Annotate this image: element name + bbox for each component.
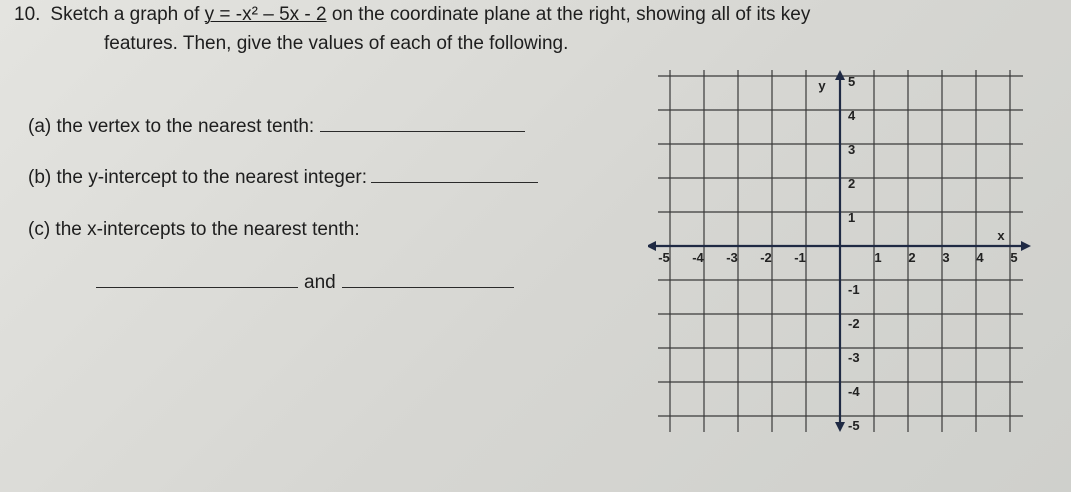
x-tick-label: -3	[726, 250, 738, 265]
part-c-prompt: (c) the x-intercepts to the nearest tenth:	[28, 219, 360, 240]
part-b-prompt: (b) the y-intercept to the nearest integer:	[28, 167, 368, 188]
x-tick-label: -1	[794, 250, 806, 265]
question-text-line2: features. Then, give the values of each of the following.	[104, 33, 569, 54]
equation: y = -x² – 5x - 2	[204, 4, 327, 25]
y-tick-label: 3	[848, 142, 856, 157]
y-axis-arrow-icon	[835, 70, 845, 80]
y-tick-label: -1	[848, 282, 860, 297]
y-tick-label: -2	[848, 316, 860, 331]
and-label: and	[304, 272, 336, 293]
y-tick-label: -3	[848, 350, 860, 365]
question-intro: Sketch a graph of	[50, 4, 205, 25]
x-tick-label: 4	[976, 250, 984, 265]
y-tick-label: 1	[848, 210, 856, 225]
part-a-prompt: (a) the vertex to the nearest tenth:	[28, 116, 315, 137]
y-tick-label: -5	[848, 418, 860, 433]
axes	[648, 70, 1031, 432]
y-tick-label: 4	[848, 108, 856, 123]
question-text-line1	[14, 4, 810, 26]
x-tick-label: 5	[1010, 250, 1018, 265]
x-intercept-2-answer-blank[interactable]	[342, 273, 514, 288]
x-axis-label: x	[997, 228, 1005, 243]
x-tick-label: 3	[942, 250, 950, 265]
y-tick-label: -4	[848, 384, 860, 399]
axis-tick-labels	[658, 74, 1017, 433]
y-tick-label: 5	[848, 74, 856, 89]
question-continuation: on the coordinate plane at the right, showing all of its key	[326, 4, 811, 25]
x-intercepts-answer-row	[96, 272, 514, 294]
y-intercept-answer-blank[interactable]	[371, 168, 538, 183]
x-axis-left-arrow-icon	[648, 241, 656, 251]
y-tick-label: 2	[848, 176, 856, 191]
x-tick-label: 2	[908, 250, 916, 265]
part-a	[28, 116, 525, 138]
question-number: 10.	[14, 4, 41, 25]
coordinate-plane[interactable]	[648, 62, 1038, 442]
x-intercept-1-answer-blank[interactable]	[96, 273, 298, 288]
x-tick-label: 1	[874, 250, 882, 265]
x-axis-arrow-icon	[1021, 241, 1031, 251]
x-tick-label: -5	[658, 250, 670, 265]
vertex-answer-blank[interactable]	[320, 117, 525, 132]
x-tick-label: -4	[692, 250, 704, 265]
y-axis-label: y	[818, 78, 826, 93]
y-axis-down-arrow-icon	[835, 422, 845, 432]
x-tick-label: -2	[760, 250, 772, 265]
part-b	[28, 167, 538, 189]
